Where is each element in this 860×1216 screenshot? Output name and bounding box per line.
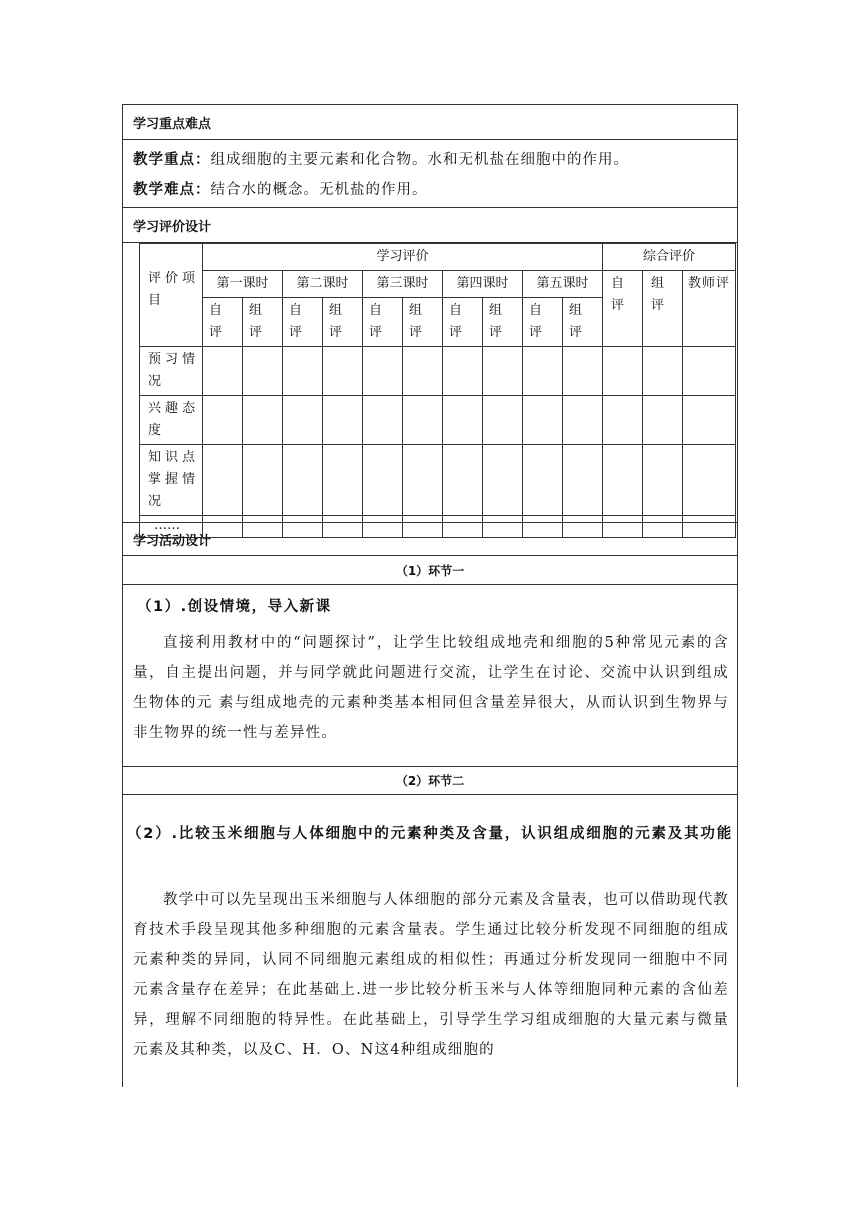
self-eval-header: 自评 xyxy=(443,298,483,347)
part-2-content xyxy=(123,795,737,1088)
group-eval-header: 组评 xyxy=(483,298,523,347)
part-1-content xyxy=(123,585,737,767)
group-eval-header: 组评 xyxy=(563,298,603,347)
learning-eval-header: 学习评价 xyxy=(203,244,603,271)
self-eval-header: 自评 xyxy=(363,298,403,347)
teaching-difficulty: 教学难点：结合水的概念。无机盐的作用。 xyxy=(133,182,428,198)
self-eval-header: 自评 xyxy=(283,298,323,347)
self-eval-header: 自评 xyxy=(203,298,243,347)
row-label: 知识点掌握情况 xyxy=(140,445,203,516)
key-points-content xyxy=(123,140,737,208)
row-label: 兴趣态度 xyxy=(140,396,203,445)
lesson-5-header: 第五课时 xyxy=(523,271,603,298)
self-eval-header: 自评 xyxy=(523,298,563,347)
group-eval-header: 组评 xyxy=(243,298,283,347)
part-2-header: （2）环节二 xyxy=(123,767,737,795)
lesson-3-header: 第三课时 xyxy=(363,271,443,298)
part-1-header: （1）环节一 xyxy=(123,556,737,585)
lesson-4-header: 第四课时 xyxy=(443,271,523,298)
group-eval-header: 组评 xyxy=(403,298,443,347)
group-eval-header: 组评 xyxy=(323,298,363,347)
section-header-activity: 学习活动设计 xyxy=(123,523,737,556)
section-header-evaluation: 学习评价设计 xyxy=(123,208,737,243)
teaching-key-point: 教学重点：组成细胞的主要元素和化合物。水和无机盐在细胞中的作用。 xyxy=(133,152,629,168)
part-1-body: 直接利用教材中的“问题探讨”，让学生比较组成地壳和细胞的5种常见元素的含量，自主提出问题，并与同学就此问题进行交流，让学生在讨论、交流中认识到组成生物体的元 素与组成地壳的元素种类基本相同但含量差异很大，从而认识到生物界与非生物界的统一性与差异性。 xyxy=(133,635,729,741)
lesson-plan-page xyxy=(122,104,738,1087)
comp-group-header: 组评 xyxy=(643,271,683,347)
evaluation-table xyxy=(139,243,736,538)
comp-self-header: 自评 xyxy=(603,271,643,347)
comp-teacher-header: 教师评 xyxy=(683,271,736,347)
section-header-key-points: 学习重点难点 xyxy=(123,105,737,140)
lesson-1-header: 第一课时 xyxy=(203,271,283,298)
part-2-body: 教学中可以先呈现出玉米细胞与人体细胞的部分元素及含量表，也可以借助现代教育技术手段呈现其他多种细胞的元素含量表。学生通过比较分析发现不同细胞的组成元素种类的异同，认同不同细胞元素组成的相似性；再通过分析发现同一细胞中不同元素含量存在差异；在此基础上.进一步比较分析玉米与人体等细胞同种元素的含仙差异，理解不同细胞的特异性。在此基础上，引导学生学习组成细胞的大量元素与微量元素及其种类，以及C、H．O、N这4种组成细胞的 xyxy=(133,892,729,1058)
lesson-2-header: 第二课时 xyxy=(283,271,363,298)
item-header: 评价项目 xyxy=(140,244,203,347)
row-label: …… xyxy=(140,516,203,538)
comprehensive-eval-header: 综合评价 xyxy=(603,244,736,271)
part-2-title: （2）.比较玉米细胞与人体细胞中的元素种类及含量，认识组成细胞的元素及其功能 xyxy=(127,826,733,842)
part-1-title: （1）.创设情境，导入新课 xyxy=(137,599,332,615)
row-label: 预习情况 xyxy=(140,347,203,396)
